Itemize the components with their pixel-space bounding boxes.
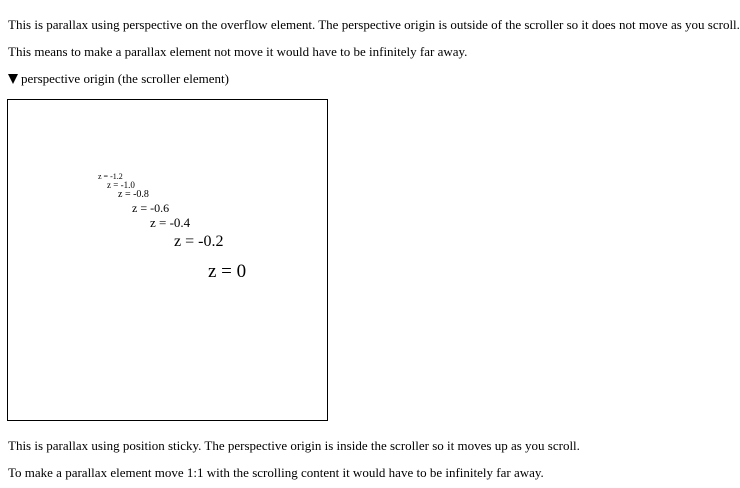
parallax-scroller[interactable] — [7, 99, 328, 421]
layer-label-z-0: z = 0 — [208, 261, 247, 282]
layer-label-z-minus-1-2: z = -1.2 — [98, 172, 123, 181]
layer-label-z-minus-0-8: z = -0.8 — [118, 189, 149, 200]
outro-text-line-1: This is parallax using position sticky. The perspective origin is inside the scroller so it moves up as you scroll. — [8, 438, 580, 453]
layer-label-z-minus-1-0: z = -1.0 — [107, 180, 135, 190]
outro-text-line-2: To make a parallax element move 1:1 with the scrolling content it would have to be infinitely far away. — [8, 465, 544, 480]
disclosure-triangle-open-icon — [8, 74, 18, 84]
details-summary[interactable] — [8, 71, 229, 87]
layer-label-z-minus-0-2: z = -0.2 — [174, 233, 224, 250]
layer-label-z-minus-0-6: z = -0.6 — [132, 201, 170, 215]
layer-label-z-minus-0-4: z = -0.4 — [150, 215, 191, 230]
details-summary-label: perspective origin (the scroller element) — [21, 71, 229, 86]
intro-text-line-1: This is parallax using perspective on the overflow element. The perspective origin is outside of the scroller so it does not move as you scroll. — [8, 17, 740, 32]
intro-text-line-2: This means to make a parallax element not move it would have to be infinitely far away. — [8, 44, 468, 59]
